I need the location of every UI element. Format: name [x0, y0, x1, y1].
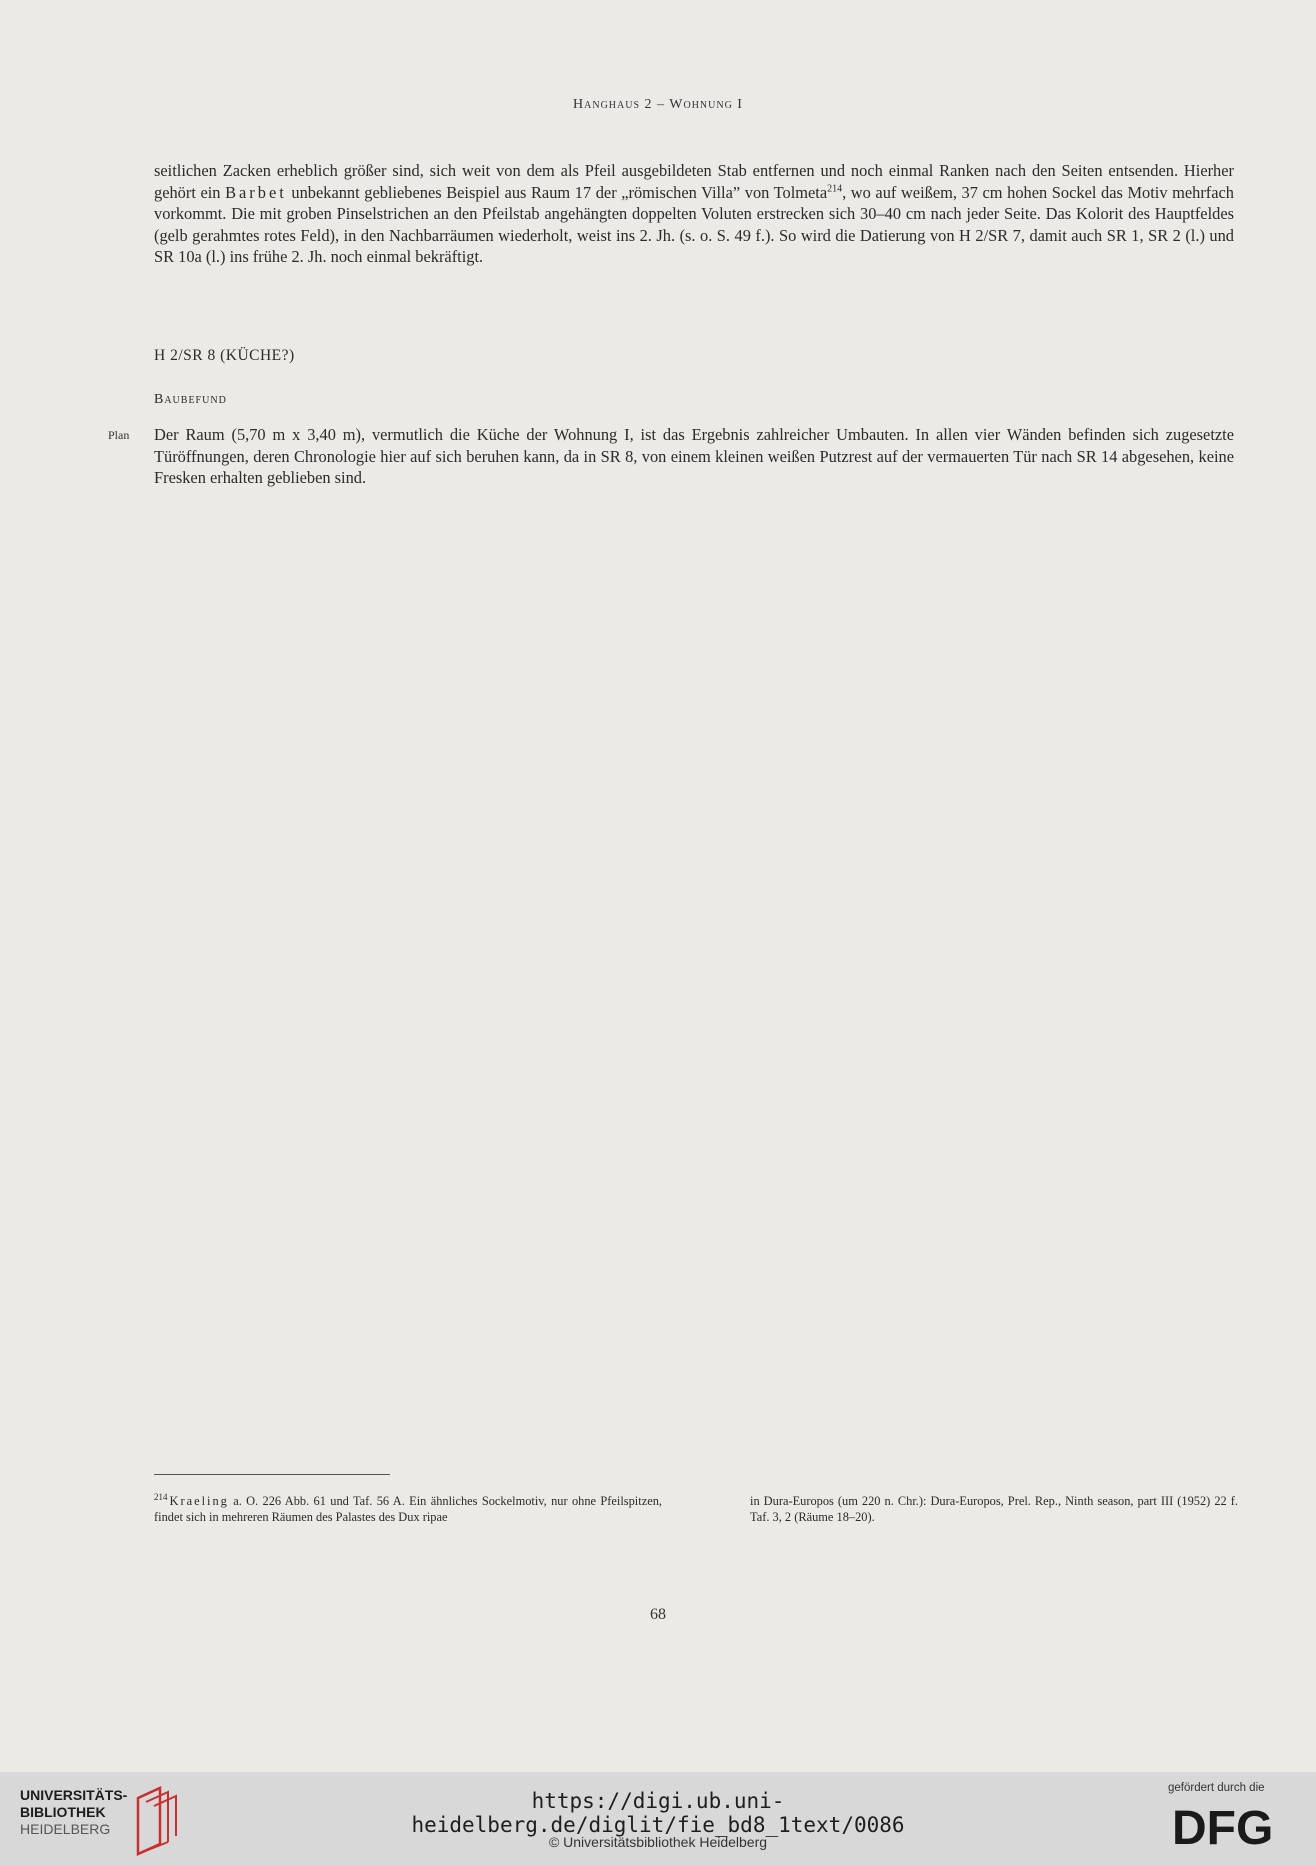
- footnote-214-right: in Dura-Europos (um 220 n. Chr.): Dura-Europos, Prel. Rep., Ninth season, part III (1952) 22 f. Taf. 3, 2 (Räume 18–20).: [750, 1494, 1238, 1524]
- library-name[interactable]: [20, 1787, 127, 1838]
- paragraph-room-description: Der Raum (5,70 m x 3,40 m), vermutlich die Küche der Wohnung I, ist das Ergebnis zahlreicher Umbauten. In allen vier Wänden befinden sich zugesetzte Türöffnungen, deren Chronologie hier auf sich beruhen kann, da in SR 8, von einem kleinen weißen Putzrest auf der vermauerten Tür nach SR 14 abgesehen, keine Fresken erhalten geblieben sind.: [154, 425, 1234, 487]
- footnote-ref-214[interactable]: 214: [827, 183, 843, 195]
- paragraph-continuation: [154, 160, 1234, 268]
- library-logo-icon[interactable]: [132, 1784, 184, 1856]
- running-head: Hanghaus 2 – Wohnung I: [573, 97, 743, 112]
- permalink-url[interactable]: https://digi.ub.uni-heidelberg.de/diglit/fie_bd8_1text/0086: [411, 1789, 905, 1837]
- paragraph1-part2: unbekannt gebliebenes Beispiel aus Raum 17 der „römischen Villa” von Tolmeta: [286, 182, 828, 202]
- section-heading: H 2/SR 8 (KÜCHE?): [154, 347, 295, 364]
- funder-caption: gefördert durch die: [1168, 1782, 1265, 1794]
- library-line1: UNIVERSITÄTS-: [20, 1787, 128, 1803]
- paragraph1-part3: , wo auf weißem, 37 cm hohen Sockel das Motiv mehrfach vorkommt. Die mit groben Pinselstrichen an den Pfeilstab angehängten doppelten Voluten erstrecken sich 30–40 cm nach jeder Seite. Das Kolorit des Hauptfeldes (gelb gerahmtes rotes Feld), in den Nachbarräumen wiederholt, weist ins 2. Jh. (s. o. S. 49 f.). So wird die Datierung von H 2/SR 7, damit auch SR 1, SR 2 (l.) und SR 10a (l.) ins frühe 2. Jh. noch einmal bekräftigt.: [154, 182, 1234, 266]
- copyright-notice: © Universitätsbibliothek Heidelberg: [548, 1834, 768, 1850]
- page-number: 68: [650, 1606, 666, 1623]
- subheading-baubefund: Baubefund: [154, 392, 227, 407]
- library-line2: BIBLIOTHEK: [20, 1804, 106, 1820]
- footnote-214-left: [154, 1493, 662, 1525]
- dfg-logo-text: DFG: [1172, 1802, 1274, 1852]
- dfg-logo-icon[interactable]: [1170, 1800, 1300, 1852]
- margin-note-plan: Plan: [108, 428, 130, 442]
- footnote-number: 214: [154, 1491, 168, 1502]
- footnote-left-text: a. O. 226 Abb. 61 und Taf. 56 A. Ein ähnliches Sockelmotiv, nur ohne Pfeilspitzen, findet sich in mehreren Räumen des Palastes des Dux ripae: [154, 1494, 662, 1524]
- library-line3: HEIDELBERG: [20, 1821, 111, 1837]
- paragraph1-part1: seitlichen Zacken erheblich größer sind, sich weit von dem als Pfeil ausgebildeten Stab entfernen und noch einmal Ranken nach den Seiten entsenden. Hierher gehört ein: [154, 161, 1234, 202]
- author-barbet: Barbet: [225, 182, 287, 202]
- footnote-divider: [154, 1474, 390, 1475]
- footnote-author: Kraeling: [169, 1494, 229, 1508]
